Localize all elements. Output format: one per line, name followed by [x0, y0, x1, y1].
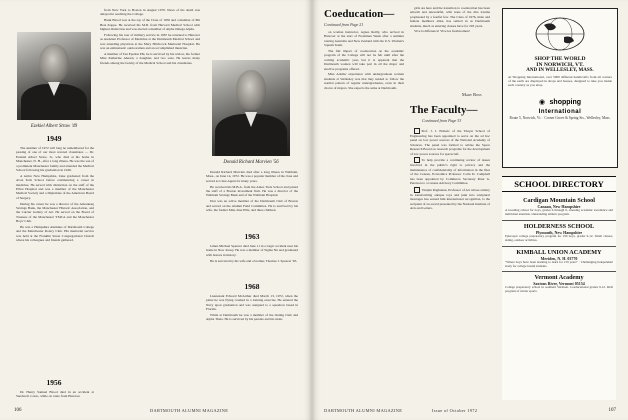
coeducation-column-2	[410, 6, 490, 90]
obit-paragraph: The summer of 1972 will long be remembered for the passing of one of our most revered classmates — Dr. Ezekiel Albert Straw, Jr., who died at his home in Manchester, N. H., after a long illness. He was the son of a prominent Manchester family and attended the Medical School following his graduation in 1949.	[16, 146, 94, 173]
caption-marvien: Donald Richard Marvien '56	[223, 160, 279, 165]
obit-paragraph: A native New Hampshire, Zeke graduated from the Avon Tech School before commencing a career in medicine. He served with distinction on the staff of the Elliot Hospital and was a member of the Manchester Medical Society and a Diplomate of the American Board of Surgery.	[16, 173, 94, 200]
article-title-faculty: The Faculty—	[410, 104, 478, 116]
portrait-photo-straw	[17, 32, 91, 120]
author-signature: Mary Ross	[462, 92, 482, 97]
obit-paragraph: Don was an active member of the Dartmouth Club of Boston and served on the Alumni Fund Committee. He is survived by his wife, the former Miss Jane Ellis, and three children.	[206, 199, 298, 213]
article-paragraph: on woman instructor, Agnes Reilly, who arrived in Hanover at the start of Freshman Week after a summer touring Australia and New Zealand with the U.S. Women's Squash Team.	[324, 30, 404, 48]
school-listing: KIMBALL UNION ACADEMY Meriden, N. H. 03770 "Where boys have been learning to learn for 159 years" · Challenging independent study for college bound students.	[502, 247, 616, 273]
left-page	[0, 0, 312, 420]
footer-magazine-title: DARTMOUTH ALUMNI MAGAZINE	[150, 408, 229, 413]
ad-address: Route 5, Norwich, Vt. · Corner Grove & Spring Sts., Wellesley, Mass.	[509, 115, 611, 120]
school-listing: Cardigan Mountain School Canaan, New Hampshire A boarding school for boys, grades 6 through 9, stressing academic excellence and individual attention. Outstanding athletic program.	[502, 195, 616, 221]
article-paragraph: Vive la difference! Vive les freshwomen!	[414, 29, 470, 34]
obit-paragraph: from New York to Boston in August 1970. News of his death was delayed in reaching the College.	[100, 8, 200, 17]
year-heading-1968: 1968	[244, 282, 260, 291]
right-page	[312, 0, 628, 420]
obit-paragraph: Donald Richard Marvien died after a long illness in Waltham, Mass., on June 14, 1972. He was a popular member of the class and served as Class Agent for many years.	[206, 170, 298, 183]
faculty-item: Vanijan Raghunan, Professor of Art whose artistry in transforming antique toys and junk into sculptural montages has earned him international recognition, is the recipient of an award presented by the National Institute of Arts and Letters.	[410, 187, 490, 211]
globe-icon	[534, 15, 586, 53]
obit-paragraph: Dr. Henry Samuel Blood died in an accident at Sandwell, Conn., while on route from Hanover.	[16, 390, 94, 399]
obit-paragraph: James Michael Spencer died June 11 in a tragic accident near his home in New Jersey. He was a member of Sigma Nu and graduated with honors in history.	[206, 244, 298, 257]
school-directory-heading: SCHOOL DIRECTORY	[502, 176, 616, 192]
obituary-column-3	[206, 170, 298, 232]
obituary-1956-intro	[16, 390, 94, 404]
ad-headline-1: SHOP THE WORLD	[534, 56, 586, 62]
footer-magazine-title: DARTMOUTH ALUMNI MAGAZINE	[324, 408, 403, 413]
ad-brand-logo: ◉ shopping International	[538, 98, 582, 115]
obit-paragraph: He received his M.B.A. from the Amos Tuck School and joined the staff of a Boston investment firm. He was a director of the Waltham Savings Bank and of the Waltham Hospital.	[206, 184, 298, 198]
ad-headline-2: IN NORWICH, VT.	[536, 62, 584, 68]
obit-paragraph: Hank Blood was at the top of the Class of 1956 and a member of Phi Beta Kappa. He received his M.D. from Harvard Medical School with highest distinction and was elected a member of Alpha Omega Alpha.	[100, 18, 200, 32]
footer-issue-date: Issue of October 1972	[432, 408, 478, 413]
obituary-1963	[206, 244, 298, 280]
school-listing: Vermont Academy Saxtons River, Vermont 05154 College preparatory school in southern Vermont. Coeducational grades 9-12. Rich program of winter sports.	[505, 274, 613, 294]
school-listing: HOLDERNESS SCHOOL Plymouth, New Hampshire Episcopal college preparatory program for 190 boys, grades 9-12. Small classes, skiing, outdoor activities.	[502, 221, 616, 247]
obit-paragraph: Following his tour of military service in 1967 he returned to Hanover as Assistant Professor of Medicine at the Dartmouth Medical School and was attending physician at the Mary Hitchcock Memorial Hospital. He was an enthusiastic outdoorsman and an accomplished musician.	[100, 32, 200, 51]
year-heading-1963: 1963	[244, 232, 260, 241]
article-paragraph: The full impact of coeducation on the academic program of the College will not be felt until after the coming academic year, but it is apparent that the Dartmouth women will take part in all the major and elective programs offered.	[324, 49, 404, 71]
year-heading-1949: 1949	[46, 134, 62, 143]
ad-headline-3: AND IN WELLESLEY, MASS.	[526, 68, 594, 73]
school-directory	[502, 176, 616, 400]
year-heading-1956: 1956	[46, 378, 62, 387]
article-paragraph: girls are here and the transition to coeducation has been smooth and uneventful, with none of the dire trauma prophesied by a fearful few. The Class of 1976, male and female members alike, has settled in as Dartmouth students, much as entering classes have for 203 years.	[410, 6, 490, 28]
ad-body: At Shopping International, over 5000 different handicrafts from all corners of the earth are displayed in shops and houses, designed to take you inside each country as you shop.	[508, 75, 612, 88]
continued-note: Continued from Page 21	[324, 22, 364, 27]
page-number-left: 106	[14, 408, 22, 413]
continued-note: Continued from Page 33	[422, 118, 462, 123]
obituary-column-1	[16, 146, 94, 378]
faculty-item: To help provide a continuing review of issues involved in the public's right to privacy and the maintenance of confidentiality of information in the files of the Census, Economics Professor Colin D. Campbell has been appointed by Commerce Secretary Peter G. Peterson to a Census Advisory Committee.	[410, 158, 490, 186]
obit-paragraph: He is survived by his wife and a brother, Thomas J. Spencer '65.	[210, 258, 298, 263]
faculty-column	[410, 128, 490, 400]
coeducation-column-1	[324, 30, 404, 402]
obit-paragraph: Lieutenant Edward McArthur died March 13, 1972, when the plane he was flying crashed in a training exercise. He entered the Navy upon graduation and was assigned to a squadron based in Florida.	[206, 294, 298, 312]
shopping-cart-icon: ◉	[538, 98, 546, 106]
page-number-right: 107	[608, 408, 616, 413]
obituary-1968	[206, 294, 298, 400]
caption-straw: Ezekiel Albert Straw '49	[30, 124, 78, 129]
shopping-international-ad	[502, 8, 618, 168]
obituary-column-2	[100, 8, 200, 324]
obit-paragraph: While at Dartmouth he was a member of the Outing Club and Alpha Theta. He is survived by his parents and his sister.	[206, 313, 298, 322]
obit-paragraph: A member of Tau Epsilon Phi, he is survived by his widow, the former Miss Katherine Ahearn, a daughter, and two sons. He leaves many friends among the faculty of the Medical School and his classmates.	[100, 51, 200, 65]
faculty-item: Prof. J. J. Ermenc of the Thayer School of Engineering has been appointed to serve on the ad hoc panel on low power sources of the National Academy of Sciences. The panel was formed to advise the Space Research Board on research programs for the development of low power sources for spacecraft.	[410, 128, 490, 156]
article-paragraph: Miss Adams' experience with undergraduate women students at Wellesley was that they tended to follow the normal pattern of regular undergraduates, even in their choice of majors. She expects the same at Dartmouth.	[324, 72, 404, 90]
article-title-coeducation: Coeducation—	[324, 8, 395, 20]
obit-paragraph: During his career he was a director of the Amoskeag Savings Bank, the Manchester Historic Association, and the Currier Gallery of Art. He served on the Board of Trustees of the Manchester YMCA and the Manchester Boys' Club.	[16, 201, 94, 224]
obit-paragraph: He was a Hampshire Alumnus of Dartmouth College and the Manchester Rotary Club. His memorial service was held at the Franklin Street Congregational Church where his colleagues and friends gathered.	[16, 225, 94, 243]
portrait-photo-marvien	[212, 60, 290, 156]
